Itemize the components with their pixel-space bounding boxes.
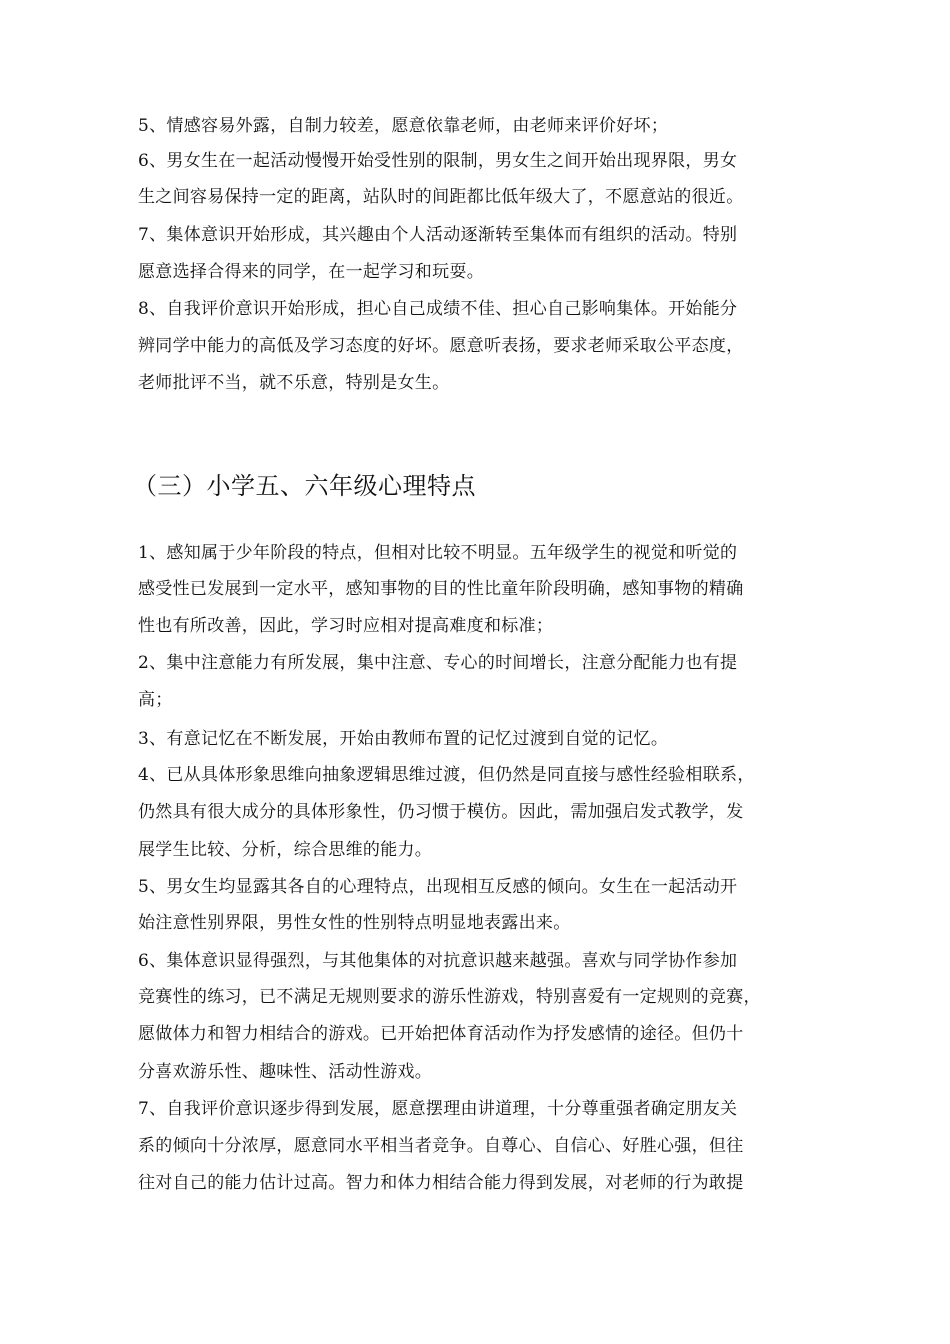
paragraph-line: 6、男女生在一起活动慢慢开始受性别的限制，男女生之间开始出现界限，男女 bbox=[138, 151, 738, 171]
paragraph-line: 高； bbox=[138, 690, 173, 710]
paragraph-line: 2、集中注意能力有所发展，集中注意、专心的时间增长，注意分配能力也有提 bbox=[138, 653, 738, 673]
paragraph-line: 7、自我评价意识逐步得到发展，愿意摆理由讲道理，十分尊重强者确定朋友关 bbox=[138, 1099, 738, 1119]
paragraph-line: 分喜欢游乐性、趣味性、活动性游戏。 bbox=[138, 1062, 433, 1082]
paragraph-line: 8、自我评价意识开始形成，担心自己成绩不佳、担心自己影响集体。开始能分 bbox=[138, 299, 738, 319]
paragraph-line: 1、感知属于少年阶段的特点，但相对比较不明显。五年级学生的视觉和听觉的 bbox=[138, 543, 738, 563]
paragraph-line: 仍然具有很大成分的具体形象性，仍习惯于模仿。因此，需加强启发式教学，发 bbox=[138, 802, 744, 822]
paragraph-line: 7、集体意识开始形成，其兴趣由个人活动逐渐转至集体而有组织的活动。特别 bbox=[138, 225, 738, 245]
paragraph-line: 愿意选择合得来的同学，在一起学习和玩耍。 bbox=[138, 262, 484, 282]
section-heading: （三）小学五、六年级心理特点 bbox=[133, 472, 476, 500]
paragraph-line: 始注意性别界限，男性女性的性别特点明显地表露出来。 bbox=[138, 913, 571, 933]
paragraph-line: 愿做体力和智力相结合的游戏。已开始把体育活动作为抒发感情的途径。但仍十 bbox=[138, 1024, 744, 1044]
paragraph-line: 5、男女生均显露其各自的心理特点，出现相互反感的倾向。女生在一起活动开 bbox=[138, 877, 738, 897]
paragraph-line: 辨同学中能力的高低及学习态度的好坏。愿意听表扬，要求老师采取公平态度， bbox=[138, 336, 744, 356]
paragraph-line: 3、有意记忆在不断发展，开始由教师布置的记忆过渡到自觉的记忆。 bbox=[138, 729, 669, 749]
paragraph-line: 5、情感容易外露，自制力较差，愿意依靠老师，由老师来评价好坏； bbox=[138, 116, 669, 136]
paragraph-line: 老师批评不当，就不乐意，特别是女生。 bbox=[138, 373, 450, 393]
paragraph-line: 4、已从具体形象思维向抽象逻辑思维过渡，但仍然是同直接与感性经验相联系， bbox=[138, 765, 755, 785]
paragraph-line: 往对自己的能力估计过高。智力和体力相结合能力得到发展，对老师的行为敢提 bbox=[138, 1173, 744, 1193]
paragraph-line: 6、集体意识显得强烈，与其他集体的对抗意识越来越强。喜欢与同学协作参加 bbox=[138, 951, 738, 971]
paragraph-line: 生之间容易保持一定的距离，站队时的间距都比低年级大了，不愿意站的很近。 bbox=[138, 187, 744, 207]
paragraph-line: 展学生比较、分析，综合思维的能力。 bbox=[138, 840, 433, 860]
paragraph-line: 系的倾向十分浓厚，愿意同水平相当者竞争。自尊心、自信心、好胜心强，但往 bbox=[138, 1136, 744, 1156]
paragraph-line: 性也有所改善，因此，学习时应相对提高难度和标准； bbox=[138, 616, 554, 636]
paragraph-line: 竞赛性的练习，已不满足无规则要求的游乐性游戏，特别喜爱有一定规则的竞赛， bbox=[138, 987, 761, 1007]
paragraph-line: 感受性已发展到一定水平，感知事物的目的性比童年阶段明确，感知事物的精确 bbox=[138, 579, 744, 599]
